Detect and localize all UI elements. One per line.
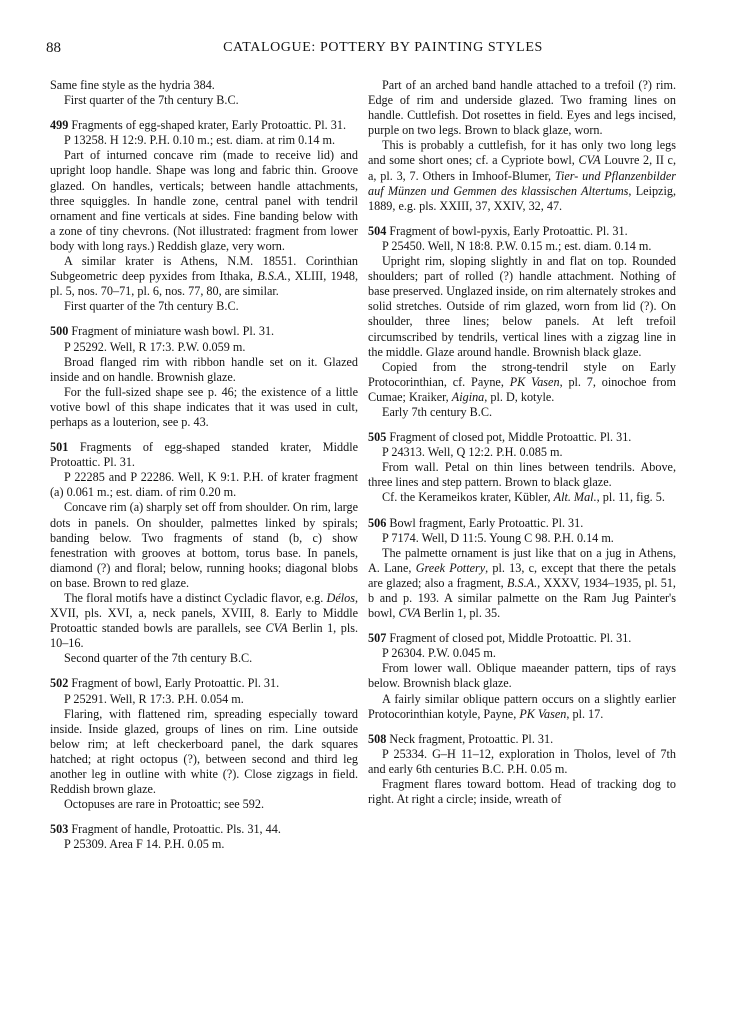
entry-505-inventory: P 24313. Well, Q 12:2. P.H. 0.085 m. bbox=[382, 445, 563, 460]
entry-498-end: Same fine style as the hydria 384. bbox=[50, 78, 215, 92]
entry-498-date: First quarter of the 7th century B.C. bbox=[64, 93, 239, 108]
entry-502-inventory: P 25291. Well, R 17:3. P.H. 0.054 m. bbox=[64, 691, 244, 706]
entry-number: 508 bbox=[368, 731, 387, 746]
entry-title: Fragment of bowl-pyxis, Early Protoattic. Pl. 31. bbox=[389, 223, 628, 238]
entry-505-heading bbox=[368, 430, 676, 445]
entry-504-inventory: P 25450. Well, N 18:8. P.W. 0.15 m.; est. diam. 0.14 m. bbox=[382, 238, 652, 253]
entry-505-description: From wall. Petal on thin lines between tendrils. Above, three lines and step pattern. Brown to black glaze. bbox=[368, 460, 676, 490]
entry-504-description: Upright rim, sloping slightly in and flat on top. Rounded shoulders; part of rolled (?) handle attachment. Nothing of base preserved. Unglazed inside, on rim alternately strokes and solid stretches. Outside of rim glazed, worn from lid (?). On shoulder, three lines; below panels. At left trefoil circumscribed by tendrils, vertical lines with a zigzag line in the middle. Glaze around handle. Brownish black glaze. bbox=[368, 254, 676, 359]
entry-499-heading bbox=[50, 118, 358, 133]
entry-number: 499 bbox=[50, 118, 69, 133]
entry-501-commentary: The floral motifs have a distinct Cycladic flavor, e.g. Délos, XVII, pls. XVI, a, neck panels, XVIII, 8. Early to Middle Protoattic standed bowls are parallels, see CVA Berlin 1, pls. 10–16. bbox=[50, 591, 358, 651]
entry-508-heading bbox=[368, 732, 676, 747]
entry-title: Fragment of miniature wash bowl. Pl. 31. bbox=[71, 324, 275, 339]
entry-507-inventory: P 26304. P.W. 0.045 m. bbox=[382, 646, 496, 661]
entry-title: Fragments of egg-shaped standed krater, Middle Protoattic. Pl. 31. bbox=[50, 440, 359, 470]
entry-number: 507 bbox=[368, 631, 387, 646]
entry-number: 503 bbox=[50, 822, 69, 837]
entry-506-heading bbox=[368, 516, 676, 531]
entry-508-description: Fragment flares toward bottom. Head of tracking dog to right. At right a circle; inside, wreath of bbox=[368, 777, 676, 807]
page-header bbox=[46, 40, 686, 62]
entry-title: Fragment of closed pot, Middle Protoattic. Pl. 31. bbox=[389, 631, 632, 646]
right-column bbox=[368, 78, 676, 807]
entry-499-date: First quarter of the 7th century B.C. bbox=[64, 299, 239, 314]
entry-501-heading bbox=[50, 440, 358, 470]
entry-503-heading bbox=[50, 822, 358, 837]
page-number: 88 bbox=[46, 40, 61, 56]
entry-501-inventory: P 22285 and P 22286. Well, K 9:1. P.H. of krater fragment (a) 0.061 m.; est. diam. of rim 0.20 m. bbox=[50, 470, 358, 500]
entry-506-commentary: The palmette ornament is just like that on a jug in Athens, A. Lane, Greek Pottery, pl. 13, c, except that there the petals are glazed; also a fragment, B.S.A., XXXV, 1934–1935, pl. 51, b and p. 193. A similar palmette on the Ram Jug Painter's bowl, CVA Berlin 1, pl. 35. bbox=[368, 545, 676, 621]
entry-508-inventory: P 25334. G–H 11–12, exploration in Tholos, level of 7th and early 6th centuries B.C. P.H. 0.05 m. bbox=[368, 746, 676, 776]
entry-499-description: Part of inturned concave rim (made to receive lid) and upright loop handle. Shape was long and fabric thin. Groove glazed. On handles, verticals; between handle attachments, three squiggles. In handle zone, central panel with tendril ornament and fine verticals at sides. Fine banding below with a zone of tiny chevrons. (Not illustrated: fragment from lower body with long rays.) Reddish glaze, very worn. bbox=[50, 148, 358, 253]
entry-500-description: Broad flanged rim with ribbon handle set on it. Glazed inside and on handle. Brownish glaze. bbox=[50, 354, 358, 384]
entry-502-commentary: Octopuses are rare in Protoattic; see 592. bbox=[64, 797, 265, 812]
entry-title: Fragment of closed pot, Middle Protoattic. Pl. 31. bbox=[389, 430, 632, 445]
entry-number: 506 bbox=[368, 515, 387, 530]
entry-506-inventory: P 7174. Well, D 11:5. Young C 98. P.H. 0.14 m. bbox=[382, 530, 614, 545]
entry-500-inventory: P 25292. Well, R 17:3. P.W. 0.059 m. bbox=[64, 339, 246, 354]
entry-500-heading bbox=[50, 324, 358, 339]
entry-499-comparison: A similar krater is Athens, N.M. 18551. Corinthian Subgeometric deep pyxides from Ithaka, B.S.A., XLIII, 1948, pl. 5, nos. 70–71, pl. 6, nos. 77, 80, are similar. bbox=[50, 254, 358, 299]
entry-title: Bowl fragment, Early Protoattic. Pl. 31. bbox=[389, 515, 584, 530]
entry-499-inventory: P 13258. H 12:9. P.H. 0.10 m.; est. diam. at rim 0.14 m. bbox=[64, 133, 336, 148]
entry-title: Fragments of egg-shaped krater, Early Protoattic. Pl. 31. bbox=[71, 118, 347, 133]
entry-number: 504 bbox=[368, 223, 387, 238]
entry-number: 505 bbox=[368, 430, 387, 445]
entry-501-date: Second quarter of the 7th century B.C. bbox=[64, 651, 253, 666]
entry-number: 501 bbox=[50, 440, 69, 455]
entry-title: Fragment of bowl, Early Protoattic. Pl. 31. bbox=[71, 676, 280, 691]
entry-504-heading bbox=[368, 224, 676, 239]
entry-501-description: Concave rim (a) sharply set off from shoulder. On rim, large dots in panels. On shoulder, palmettes linked by spirals; banding below. Two fragments of stand (b, c) show fenestration with grooves at bottom, torus base. In panels, diamond (?) and floral; below, running hooks; diagonal blobs on base. Brown to red glaze. bbox=[50, 500, 359, 590]
entry-507-description: From lower wall. Oblique maeander pattern, tips of rays below. Brownish black glaze. bbox=[368, 661, 676, 691]
entry-503-description: Part of an arched band handle attached to a trefoil (?) rim. Edge of rim and underside glazed. Two framing lines on handle. Cuttlefish. Dot rosettes in field. Eyes and legs incised, purple on two legs. Brown to black glaze, worn. bbox=[368, 78, 676, 138]
entry-title: Fragment of handle, Protoattic. Pls. 31, 44. bbox=[71, 822, 281, 837]
entry-504-date: Early 7th century B.C. bbox=[382, 404, 493, 419]
entry-507-heading bbox=[368, 631, 676, 646]
entry-number: 502 bbox=[50, 676, 69, 691]
entry-507-commentary: A fairly similar oblique pattern occurs on a slightly earlier Protocorinthian kotyle, Payne, PK Vasen, pl. 17. bbox=[368, 691, 676, 721]
entry-title: Neck fragment, Protoattic. Pl. 31. bbox=[389, 731, 554, 746]
entry-number: 500 bbox=[50, 324, 69, 339]
entry-503-commentary: This is probably a cuttlefish, for it has only two long legs and some short ones; cf. a Cypriote bowl, CVA Louvre 2, II c, a, pl. 3, 7. Others in Imhoof-Blumer, Tier- und Pflanzenbilder auf Münzen und Gemmen des klassischen Altertums, Leipzig, 1889, e.g. pls. XXIII, 37, XXIV, 32, 47. bbox=[368, 138, 676, 213]
entry-500-commentary: For the full-sized shape see p. 46; the existence of a little votive bowl of this shape indicates that it was used in cult, perhaps as a louterion, see p. 43. bbox=[50, 384, 358, 429]
entry-502-description: Flaring, with flattened rim, spreading especially toward inside. Inside glazed, groups of lines on rim. Line outside below rim; at left checkerboard panel, the dark squares hatched; at right octopus (?), between second and third leg another leg in outline with white (?). Close zigzags in field. Reddish brown glaze. bbox=[50, 706, 358, 797]
entry-505-commentary: Cf. the Kerameikos krater, Kübler, Alt. Mal., pl. 11, fig. 5. bbox=[382, 490, 665, 505]
running-title: CATALOGUE: POTTERY BY PAINTING STYLES bbox=[223, 40, 543, 55]
left-column bbox=[50, 78, 358, 853]
entry-504-commentary: Copied from the strong-tendril style on Early Protocorinthian, cf. Payne, PK Vasen, pl. 7, oinochoe from Cumae; Kraiker, Aigina, pl. D, kotyle. bbox=[368, 359, 676, 404]
entry-502-heading bbox=[50, 676, 358, 691]
entry-503-inventory: P 25309. Area F 14. P.H. 0.05 m. bbox=[64, 837, 225, 852]
